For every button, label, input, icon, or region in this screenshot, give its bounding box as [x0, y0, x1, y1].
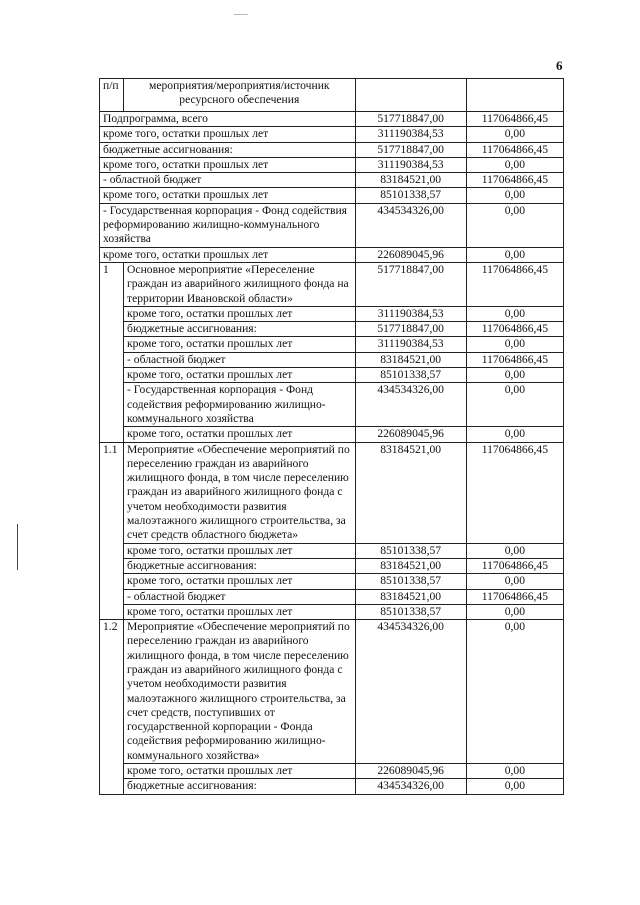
table-row — [100, 764, 564, 779]
row-value-1: 85101338,57 — [355, 368, 466, 383]
row-value-1: 517718847,00 — [355, 142, 466, 157]
page-number: 6 — [556, 58, 563, 73]
row-label: кроме того, остатки прошлых лет — [100, 157, 356, 172]
table-row — [100, 127, 564, 142]
scan-artifact — [234, 14, 248, 15]
row-label: кроме того, остатки прошлых лет — [124, 337, 355, 352]
table-row — [100, 173, 564, 188]
row-label: - Государственная корпорация - Фонд содействия реформированию жилищно-коммунального хозяйства — [124, 383, 355, 427]
section-number: 1.2 — [100, 620, 124, 795]
row-value-2: 0,00 — [466, 188, 563, 203]
row-value-2: 0,00 — [466, 620, 563, 764]
row-label: - областной бюджет — [124, 352, 355, 367]
row-value-1: 517718847,00 — [355, 262, 466, 306]
scan-artifact-line — [17, 524, 18, 570]
row-value-2: 117064866,45 — [466, 442, 563, 543]
table-row — [100, 157, 564, 172]
row-value-1: 311190384,53 — [355, 337, 466, 352]
header-label — [124, 79, 355, 112]
row-value-1: 226089045,96 — [355, 764, 466, 779]
row-label: бюджетные ассигнования: — [100, 142, 356, 157]
row-value-2: 117064866,45 — [466, 142, 563, 157]
row-value-2: 0,00 — [466, 337, 563, 352]
row-value-2: 0,00 — [466, 157, 563, 172]
table-row — [100, 368, 564, 383]
table-row — [100, 543, 564, 558]
header-label-text: мероприятия/мероприятия/источник ресурсного обеспечения — [149, 79, 330, 107]
row-label: Мероприятие «Обеспечение мероприятий по переселению граждан из аварийного жилищного фонда, в том числе переселению граждан из аварийного жилищного фонда с учетом необходимости развития малоэтажного жилищного строительства, за счет средств областного бюджета» — [124, 442, 355, 543]
row-label: - Государственная корпорация - Фонд содействия реформированию жилищно-коммунального хозяйства — [100, 203, 356, 247]
table-row — [100, 142, 564, 157]
table-row — [100, 112, 564, 127]
row-value-1: 85101338,57 — [355, 604, 466, 619]
table-row — [100, 188, 564, 203]
row-value-1: 434534326,00 — [355, 620, 466, 764]
row-value-2: 0,00 — [466, 604, 563, 619]
section-number: 1.1 — [100, 442, 124, 620]
row-label: кроме того, остатки прошлых лет — [100, 247, 356, 262]
row-value-2: 117064866,45 — [466, 173, 563, 188]
row-value-2: 0,00 — [466, 543, 563, 558]
row-value-1: 434534326,00 — [355, 203, 466, 247]
row-label: кроме того, остатки прошлых лет — [124, 368, 355, 383]
row-value-1: 311190384,53 — [355, 127, 466, 142]
row-label: кроме того, остатки прошлых лет — [124, 543, 355, 558]
row-label: - областной бюджет — [124, 589, 355, 604]
row-value-1: 83184521,00 — [355, 589, 466, 604]
row-value-2: 0,00 — [466, 368, 563, 383]
header-row — [100, 79, 564, 112]
table-row — [100, 574, 564, 589]
table-row — [100, 203, 564, 247]
row-value-2: 0,00 — [466, 779, 563, 794]
row-label: Мероприятие «Обеспечение мероприятий по переселению граждан из аварийного жилищного фонда, в том числе переселению граждан из аварийного жилищного фонда с учетом необходимости развития малоэтажного жилищного строительства, за счет средств, поступивших от государственной корпорации - Фонда содействия реформированию жилищно-коммунального хозяйства» — [124, 620, 355, 764]
row-value-1: 434534326,00 — [355, 779, 466, 794]
row-value-2: 0,00 — [466, 127, 563, 142]
row-label: бюджетные ассигнования: — [124, 779, 355, 794]
row-label: Подпрограмма, всего — [100, 112, 356, 127]
row-value-1: 434534326,00 — [355, 383, 466, 427]
row-label: - областной бюджет — [100, 173, 356, 188]
row-value-1: 85101338,57 — [355, 543, 466, 558]
row-label: кроме того, остатки прошлых лет — [124, 427, 355, 442]
table-row — [100, 352, 564, 367]
row-value-2: 0,00 — [466, 247, 563, 262]
table-row — [100, 442, 564, 543]
row-value-1: 83184521,00 — [355, 442, 466, 543]
row-label: кроме того, остатки прошлых лет — [100, 127, 356, 142]
row-value-1: 226089045,96 — [355, 427, 466, 442]
header-col4 — [466, 79, 563, 112]
row-value-1: 83184521,00 — [355, 352, 466, 367]
row-value-2: 0,00 — [466, 383, 563, 427]
table-row — [100, 306, 564, 321]
row-label: кроме того, остатки прошлых лет — [124, 604, 355, 619]
row-label: Основное мероприятие «Переселение граждан из аварийного жилищного фонда на территории Ивановской области» — [124, 262, 355, 306]
row-label: кроме того, остатки прошлых лет — [124, 574, 355, 589]
row-value-1: 517718847,00 — [355, 322, 466, 337]
row-value-2: 0,00 — [466, 574, 563, 589]
section-number: 1 — [100, 262, 124, 442]
row-value-1: 517718847,00 — [355, 112, 466, 127]
table-row — [100, 337, 564, 352]
row-value-1: 311190384,53 — [355, 157, 466, 172]
table-row — [100, 620, 564, 764]
row-label: кроме того, остатки прошлых лет — [100, 188, 356, 203]
table-row — [100, 262, 564, 306]
row-value-1: 83184521,00 — [355, 173, 466, 188]
row-value-1: 83184521,00 — [355, 558, 466, 573]
table-row — [100, 589, 564, 604]
header-num: п/п — [100, 79, 124, 112]
table-row — [100, 604, 564, 619]
row-value-2: 117064866,45 — [466, 558, 563, 573]
row-value-2: 0,00 — [466, 203, 563, 247]
table-row — [100, 779, 564, 794]
table-row — [100, 247, 564, 262]
row-value-2: 0,00 — [466, 306, 563, 321]
table-row — [100, 322, 564, 337]
row-label: кроме того, остатки прошлых лет — [124, 306, 355, 321]
row-value-1: 226089045,96 — [355, 247, 466, 262]
table-row — [100, 383, 564, 427]
row-value-1: 85101338,57 — [355, 188, 466, 203]
funding-table — [99, 78, 564, 795]
row-label: бюджетные ассигнования: — [124, 322, 355, 337]
row-value-2: 0,00 — [466, 427, 563, 442]
row-value-1: 311190384,53 — [355, 306, 466, 321]
row-value-2: 117064866,45 — [466, 352, 563, 367]
row-value-2: 117064866,45 — [466, 262, 563, 306]
row-value-2: 117064866,45 — [466, 322, 563, 337]
row-value-2: 0,00 — [466, 764, 563, 779]
header-col3 — [355, 79, 466, 112]
row-value-1: 85101338,57 — [355, 574, 466, 589]
row-value-2: 117064866,45 — [466, 589, 563, 604]
table-row — [100, 558, 564, 573]
row-label: кроме того, остатки прошлых лет — [124, 764, 355, 779]
row-value-2: 117064866,45 — [466, 112, 563, 127]
row-label: бюджетные ассигнования: — [124, 558, 355, 573]
table-row — [100, 427, 564, 442]
